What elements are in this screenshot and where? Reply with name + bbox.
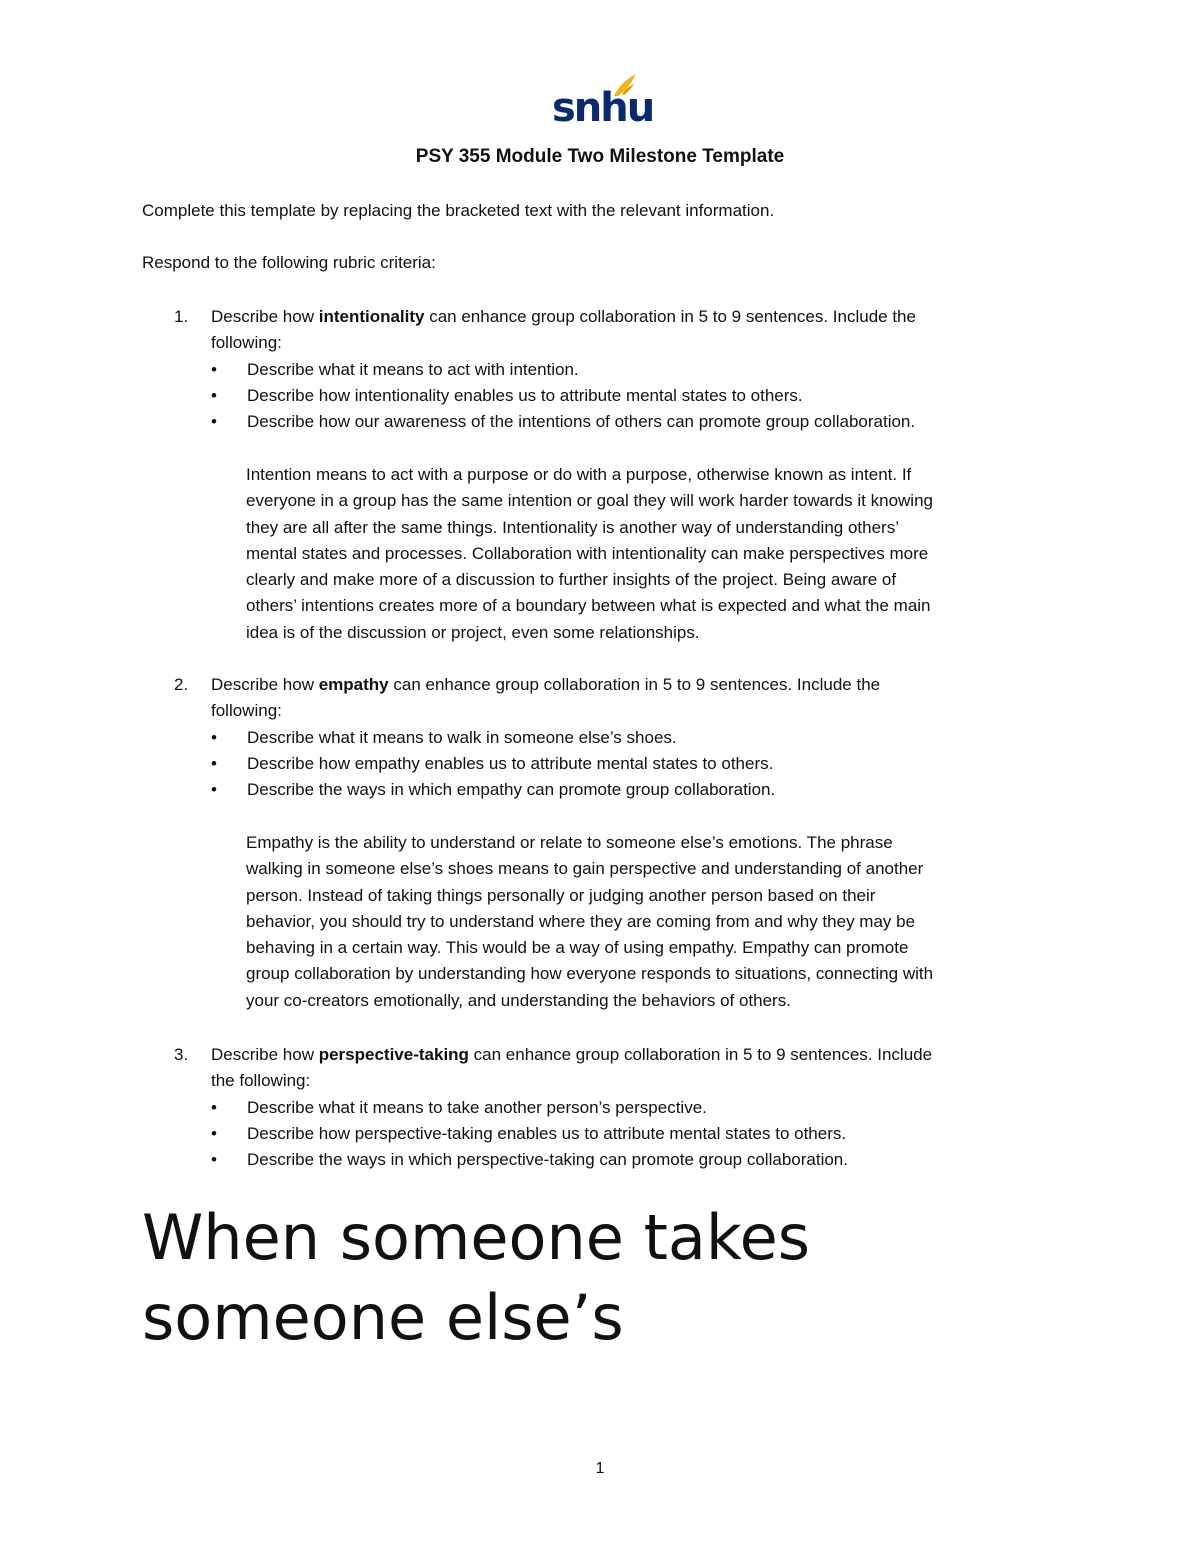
- page-number: 1: [595, 1460, 605, 1477]
- question-continuation: following:: [211, 701, 282, 721]
- item-question: [211, 304, 1061, 357]
- question-keyword: empathy: [318, 675, 389, 694]
- large-answer-line: someone else’s: [142, 1281, 624, 1354]
- bullet-icon: •: [211, 1150, 217, 1169]
- answer-line: your co-creators emotionally, and understanding the behaviors of others.: [246, 990, 791, 1010]
- item-number: 2.: [174, 675, 189, 694]
- answer-line: person. Instead of taking things personally or judging another person based on their: [246, 885, 876, 905]
- bullet-text: Describe the ways in which perspective-taking can promote group collaboration.: [247, 1150, 848, 1169]
- bullet-icon: •: [211, 412, 217, 431]
- bullet-text: Describe the ways in which empathy can promote group collaboration.: [247, 780, 776, 799]
- answer-line: Intention means to act with a purpose or do with a purpose, otherwise known as intent. If: [246, 465, 912, 484]
- answer-line: idea is of the discussion or project, even some relationships.: [246, 622, 700, 642]
- item-question: [211, 1042, 1061, 1095]
- question-keyword: perspective-taking: [318, 1045, 469, 1064]
- instruction-text: Respond to the following rubric criteria:: [142, 253, 436, 272]
- snhu-logo: [552, 72, 654, 134]
- bullet-text: Describe what it means to take another person’s perspective.: [247, 1098, 707, 1117]
- item-question: [211, 672, 1061, 725]
- bullet-icon: •: [211, 728, 217, 747]
- answer-paragraph: [246, 830, 1066, 1014]
- answer-line: others’ intentions creates more of a boundary between what is expected and what the main: [246, 596, 931, 616]
- answer-line: group collaboration by understanding how everyone responds to situations, connecting with: [246, 964, 934, 984]
- question-suffix: can enhance group collaboration in 5 to 9 sentences. Include the: [424, 307, 916, 326]
- answer-line: walking in someone else’s shoes means to gain perspective and understanding of another: [246, 859, 924, 879]
- page-title: PSY 355 Module Two Milestone Template: [415, 146, 785, 167]
- bullet-text: Describe how intentionality enables us to attribute mental states to others.: [247, 386, 803, 405]
- bullet-icon: •: [211, 1124, 217, 1143]
- question-prefix: Describe how: [211, 1045, 319, 1064]
- bullet-text: Describe what it means to act with intention.: [247, 360, 579, 379]
- bullet-icon: •: [211, 386, 217, 405]
- answer-line: Empathy is the ability to understand or relate to someone else’s emotions. The phrase: [246, 833, 893, 852]
- bullet-icon: •: [211, 360, 217, 379]
- bullet-text: Describe how our awareness of the intentions of others can promote group collaboration.: [247, 412, 916, 431]
- bullet-icon: •: [211, 754, 217, 773]
- large-answer-text: [142, 1198, 1102, 1358]
- item-number: 1.: [174, 307, 189, 326]
- answer-line: they are all after the same things. Intentionality is another way of understanding others’: [246, 517, 899, 537]
- question-suffix: can enhance group collaboration in 5 to 9 sentences. Include: [468, 1045, 933, 1064]
- question-suffix: can enhance group collaboration in 5 to 9 sentences. Include the: [388, 675, 881, 694]
- bullet-icon: •: [211, 780, 217, 799]
- answer-paragraph: [246, 462, 1066, 646]
- question-continuation: following:: [211, 333, 282, 353]
- bullet-text: Describe how perspective-taking enables us to attribute mental states to others.: [247, 1124, 847, 1143]
- answer-line: behavior, you should try to understand where they are coming from and why they may be: [246, 911, 916, 931]
- question-prefix: Describe how: [211, 307, 319, 326]
- instruction-text: Complete this template by replacing the bracketed text with the relevant information.: [142, 201, 775, 220]
- question-prefix: Describe how: [211, 675, 319, 694]
- bullet-text: Describe what it means to walk in someone else’s shoes.: [247, 728, 677, 747]
- answer-line: mental states and processes. Collaboration with intentionality can make perspectives more: [246, 543, 929, 563]
- bullet-text: Describe how empathy enables us to attribute mental states to others.: [247, 754, 774, 773]
- large-answer-line: When someone takes: [142, 1201, 811, 1274]
- answer-line: clearly and make more of a discussion to further insights of the project. Being aware of: [246, 570, 897, 590]
- logo-text: snhu: [552, 85, 654, 131]
- answer-line: everyone in a group has the same intention or goal they will work harder towards it knowing: [246, 491, 933, 511]
- item-number: 3.: [174, 1045, 189, 1064]
- bullet-icon: •: [211, 1098, 217, 1117]
- question-keyword: intentionality: [318, 307, 425, 326]
- answer-line: behaving in a certain way. This would be a way of using empathy. Empathy can promote: [246, 938, 909, 958]
- question-continuation: the following:: [211, 1071, 311, 1091]
